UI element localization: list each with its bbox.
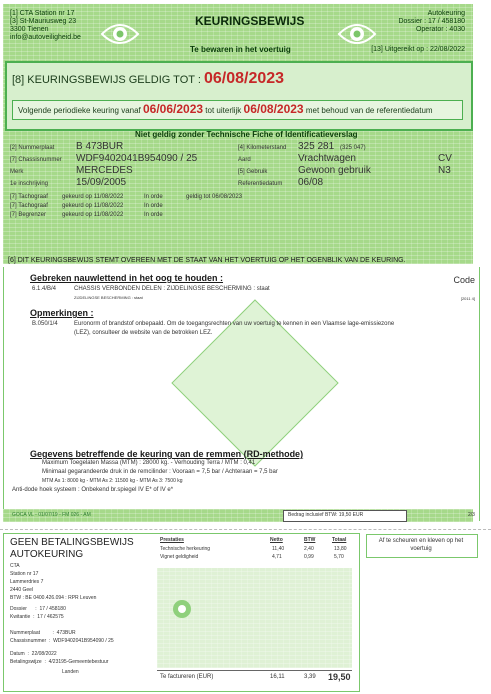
row-totaal: 13,80 <box>334 546 347 552</box>
eye-logo-icon <box>337 20 377 48</box>
eye-logo-icon <box>170 598 194 620</box>
vehicle-value: WDF9402041B954090 / 25 <box>76 153 198 164</box>
defects-heading: Gebreken nauwlettend in het oog te houden : <box>30 273 224 283</box>
receipt-subtitle: AUTOKEURING <box>10 549 84 560</box>
row-name: Vignet geldigheid <box>160 554 199 560</box>
row-netto: 11,40 <box>272 546 285 552</box>
row-btw: 2,40 <box>304 546 314 552</box>
vehicle-label: [5] Gebruik <box>238 169 268 175</box>
issued-date: [13] Uitgereikt op : 22/08/2022 <box>371 46 465 53</box>
check-text: gekeurd op 11/08/2022 <box>62 212 124 218</box>
check-extra: geldig tot 06/08/2023 <box>186 194 243 200</box>
next-inspection-suffix: met behoud van de referentiedatum <box>305 106 433 115</box>
check-label: [7] Begrenzer <box>10 212 47 218</box>
receipt-payment: Betalingswijze : 4/23195-Gemeentebestuur <box>10 659 109 665</box>
remark-text-2: (LEZ), consulteer de website van de betrokken LEZ. <box>74 330 213 336</box>
defect-code-right: [2011 4] <box>460 296 475 301</box>
check-label: [7] Tachograaf <box>10 194 48 200</box>
remark-text-1: Euronorm of brandstof onbepaald. Om de toegangsrechten van uw voertuig te kennen in een Vlaamse lage-emissiezone <box>74 321 395 327</box>
table-header-totaal: Totaal <box>332 537 347 543</box>
next-from-date: 06/06/2023 <box>143 102 204 116</box>
brakes-line-4: Anti-dode hoek systeem : Onbekend br.spiegel IV E* of IV e* <box>12 487 174 493</box>
total-divider <box>157 670 352 671</box>
table-header-prestaties: Prestaties <box>160 537 184 543</box>
station-line-2: [3] St-Mauriusweg 23 <box>10 18 77 25</box>
dossier-number: Dossier : 17 / 458180 <box>398 18 465 25</box>
receipt-address <box>10 562 96 602</box>
receipt-address-line: Lammerdries 7 <box>10 579 44 585</box>
total-label: Te factureren (EUR) <box>160 674 214 680</box>
vehicle-label: [7] Chassisnummer <box>10 157 62 163</box>
document-title: KEURINGSBEWIJS <box>195 14 305 28</box>
receipt-date: Datum : 22/08/2022 <box>10 651 57 657</box>
tear-line <box>0 529 491 530</box>
price-label: Bedrag inclusief BTW: 19,50 EUR <box>288 512 364 518</box>
next-to-date: 06/08/2023 <box>243 102 304 116</box>
check-text: gekeurd op 11/08/2022 <box>62 194 124 200</box>
brakes-heading: Gegevens betreffende de keuring van de remmen (RD-methode) <box>30 449 304 459</box>
check-state: In orde <box>144 212 163 218</box>
header-right <box>398 10 465 34</box>
operator-number: Operator : 4030 <box>415 26 465 33</box>
defect-subtext: ZIJDELINGSE BESCHERMING : staat <box>74 295 143 300</box>
total-btw: 3,39 <box>304 674 316 680</box>
vehicle-label: 1e inschrijving <box>10 181 49 187</box>
table-header-netto: Netto <box>270 537 283 543</box>
station-email: info@autoveiligheid.be <box>10 34 81 41</box>
receipt-payment-2: Landen <box>62 669 79 675</box>
check-state: In orde <box>144 194 163 200</box>
validity-label-text: [8] KEURINGSBEWIJS GELDIG TOT : <box>12 74 201 86</box>
defect-text: CHASSIS VERBONDEN DELEN : ZIJDELINGSE BESCHERMING : staat <box>74 286 270 292</box>
header-right-line-1: Autokeuring <box>427 10 465 17</box>
station-line-1: [1] CTA Station nr 17 <box>10 10 75 17</box>
receipt-address-line: CTA <box>10 563 20 569</box>
next-inspection-text <box>18 102 433 116</box>
vehicle-value-extra: (325 047) <box>340 145 366 151</box>
vehicle-label: Merk <box>10 169 24 175</box>
vehicle-code: N3 <box>438 165 451 176</box>
row-name: Technische herkeuring <box>160 546 211 552</box>
brakes-line-3: MTM As 1: 8000 kg - MTM As 2: 11500 kg - MTM As 3: 7500 kg <box>42 478 183 484</box>
page-indicator: 2/3 <box>468 512 475 518</box>
total-totaal: 19,50 <box>328 672 351 682</box>
row-btw: 0,99 <box>304 554 314 560</box>
next-inspection-middle: tot uiterlijk <box>205 106 242 115</box>
form-code: GOCA VL - 01/07/19 - FM 026 - AM <box>12 512 91 518</box>
vehicle-value: Gewoon gebruik <box>298 165 371 176</box>
row-netto: 4,71 <box>272 554 282 560</box>
vehicle-label: [4] Kilometerstand <box>238 145 287 151</box>
vehicle-value: Vrachtwagen <box>298 153 356 164</box>
row-totaal: 5,70 <box>334 554 344 560</box>
check-label: [7] Tachograaf <box>10 203 48 209</box>
remark-code: B.050/1/4 <box>32 321 58 327</box>
not-valid-banner: Niet geldig zonder Technische Fiche of Identificatieverslag <box>135 130 358 139</box>
vehicle-value: 325 281 <box>298 141 335 152</box>
vehicle-value: 06/08 <box>298 177 324 188</box>
receipt-address-line: Station nr 17 <box>10 571 39 577</box>
conformity-statement: [6] DIT KEURINGSBEWIJS STEMT OVEREEN MET DE STAAT VAN HET VOERTUIG OP HET OGENBLIK VAN DE KEURING. <box>8 257 406 264</box>
receipt-plate: Nummerplaat : 473BUR <box>10 630 76 636</box>
check-state: In orde <box>144 203 163 209</box>
vehicle-label: Aard <box>238 157 251 163</box>
code-header: Code <box>453 275 475 285</box>
vehicle-label: [2] Nummerplaat <box>10 145 55 151</box>
vehicle-code: CV <box>438 153 452 164</box>
vehicle-label: Referentiedatum <box>238 181 283 187</box>
receipt-title: GEEN BETALINGSBEWIJS <box>10 537 134 548</box>
remarks-heading: Opmerkingen : <box>30 308 94 318</box>
brakes-line-1: Maximum Toegelaten Massa (MTM) : 28000 kg. - Verhouding Terra / MTM : 0,41 <box>42 460 256 466</box>
check-text: gekeurd op 11/08/2022 <box>62 203 124 209</box>
brakes-line-2: Minimaal gegarandeerde druk in de remcilinder : Vooraan = 7,5 bar / Achteraan = 7,5 bar <box>42 469 278 475</box>
receipt-address-line: 2440 Geel <box>10 587 34 593</box>
next-inspection-prefix: Volgende periodieke keuring vanaf <box>18 106 141 115</box>
validity-date: 06/08/2023 <box>203 70 285 87</box>
defect-code: 6.1.4/B/4 <box>32 286 57 292</box>
vehicle-value: 15/09/2005 <box>76 177 127 188</box>
vehicle-value: B 473BUR <box>76 141 124 152</box>
validity-label <box>12 70 284 88</box>
total-netto: 16,11 <box>270 674 285 680</box>
vehicle-value: MERCEDES <box>76 165 133 176</box>
eye-logo-icon <box>100 20 140 48</box>
receipt-address-line: BTW : BE 0400.426.094 : RPR Leuven <box>10 595 97 601</box>
station-address <box>10 10 81 42</box>
table-header-btw: BTW <box>304 537 316 543</box>
receipt-kwitantie: Kwitantie : 17 / 462575 <box>10 614 64 620</box>
tear-off-text: Af te scheuren en kleven op het voertuig <box>378 538 464 552</box>
document-subtitle: Te bewaren in het voertuig <box>190 45 291 54</box>
receipt-chassis: Chassisnummer : WDF9402041B954090 / 25 <box>10 638 114 644</box>
receipt-dossier: Dossier : 17 / 458180 <box>10 606 66 612</box>
station-line-3: 3300 Tienen <box>10 26 49 33</box>
